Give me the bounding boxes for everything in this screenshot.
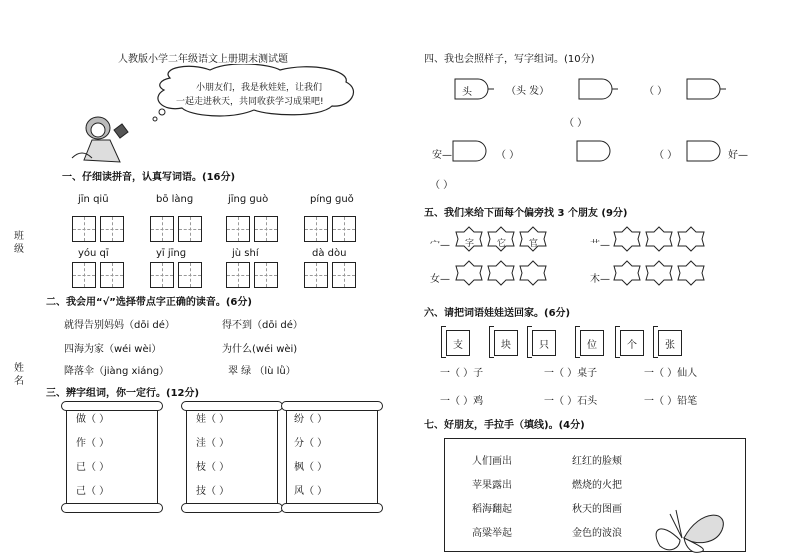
radical-4: 木— <box>590 274 610 285</box>
section-2-title: 二、我会用“√”选择带点字正确的读音。(6分) <box>46 297 252 308</box>
measure-field[interactable]: 一（ ）石头 <box>544 396 598 407</box>
section-4-title: 四、我也会照样子，写字组词。(10分) <box>424 54 595 65</box>
card-label: 个 <box>627 339 637 351</box>
pinyin-6: yī jīnɡ <box>156 248 187 259</box>
word-field[interactable]: 枫（ ） <box>294 462 328 473</box>
card-label: 位 <box>587 339 597 351</box>
reading-item[interactable]: 为什么(wéi wèi) <box>222 344 298 355</box>
measure-field[interactable]: 一（ ）桌子 <box>544 368 598 379</box>
bubble-line-1: 小朋友们，我是秋娃娃，让我们 <box>196 83 323 93</box>
answer-field[interactable]: （ ） <box>564 118 588 129</box>
pinyin-8: dà dòu <box>312 248 347 259</box>
writing-grid[interactable] <box>150 262 202 288</box>
match-right[interactable]: 金色的波浪 <box>572 528 622 539</box>
word-card[interactable] <box>658 330 682 356</box>
hao-prefix: 好— <box>728 150 748 161</box>
writing-grid[interactable] <box>150 216 202 242</box>
reading-item[interactable]: 就得告别妈妈（dōi dé） <box>64 320 175 331</box>
reading-item[interactable]: 翠 绿 （lù lǜ） <box>228 366 296 377</box>
section-3-title: 三、辨字组词，你一定行。(12分) <box>46 388 200 399</box>
star-char: 它 <box>497 239 507 249</box>
word-field[interactable]: 洼（ ） <box>196 438 230 449</box>
card-label: 张 <box>665 339 675 351</box>
writing-grid[interactable] <box>226 216 278 242</box>
an-prefix: 安— <box>432 150 452 161</box>
writing-grid[interactable] <box>72 216 124 242</box>
page-title: 人教版小学二年级语文上册期末测试题 <box>118 54 288 65</box>
section-7-title: 七、好朋友，手拉手（填线)。(4分) <box>424 420 585 431</box>
answer-field[interactable]: （ ） <box>430 180 454 191</box>
radical-1: 宀— <box>430 240 450 251</box>
pinyin-2: bō lànɡ <box>156 194 194 205</box>
word-card[interactable] <box>446 330 470 356</box>
word-field[interactable]: 娃（ ） <box>196 414 230 425</box>
word-field[interactable]: 风（ ） <box>294 486 328 497</box>
reading-item[interactable]: 降落伞（jiàng xiáng） <box>64 366 170 377</box>
measure-field[interactable]: 一（ ）铅笔 <box>644 396 698 407</box>
answer-field[interactable]: （ ） <box>644 86 668 97</box>
match-left[interactable]: 稻海翻起 <box>472 504 512 515</box>
match-left[interactable]: 苹果露出 <box>472 480 512 491</box>
card-label: 只 <box>539 339 549 351</box>
class-label: 班级 <box>14 231 24 255</box>
word-card[interactable] <box>532 330 556 356</box>
word-card[interactable] <box>494 330 518 356</box>
name-label: 姓名 <box>14 363 24 387</box>
word-field[interactable]: 做（ ） <box>76 414 110 425</box>
radical-2: 艹— <box>590 240 610 251</box>
pinyin-5: yóu qī <box>78 248 109 259</box>
reading-item[interactable]: 四海为家（wéi wèi） <box>64 344 162 355</box>
writing-grid[interactable] <box>72 262 124 288</box>
measure-field[interactable]: 一（ ）子 <box>440 368 484 379</box>
section-6-title: 六、请把词语娃娃送回家。(6分) <box>424 308 571 319</box>
char-shape <box>576 140 616 162</box>
match-right[interactable]: 红红的脸颊 <box>572 456 622 467</box>
radical-3: 女— <box>430 274 450 285</box>
example-char: 头 <box>462 87 472 98</box>
match-left[interactable]: 高粱举起 <box>472 528 512 539</box>
match-left[interactable]: 人们画出 <box>472 456 512 467</box>
example-answer: （头 发） <box>506 86 550 97</box>
word-card[interactable] <box>620 330 644 356</box>
autumn-girl-illustration <box>70 110 138 170</box>
butterfly-icon <box>640 500 736 554</box>
writing-grid[interactable] <box>304 262 356 288</box>
star-char: 官 <box>529 239 539 249</box>
word-field[interactable]: 分（ ） <box>294 438 328 449</box>
star-group-2[interactable] <box>612 226 712 288</box>
word-field[interactable]: 已（ ） <box>76 462 110 473</box>
answer-field[interactable]: （ ） <box>496 150 520 161</box>
card-label: 支 <box>453 339 463 351</box>
head-shape <box>454 78 494 100</box>
bubble-line-2: 一起走进秋天，共同收获学习成果吧! <box>176 97 324 107</box>
measure-field[interactable]: 一（ ）鸡 <box>440 396 484 407</box>
match-right[interactable]: 燃烧的火把 <box>572 480 622 491</box>
pinyin-1: jīn qiū <box>78 194 109 205</box>
match-right[interactable]: 秋天的图画 <box>572 504 622 515</box>
char-shape <box>452 140 492 162</box>
card-label: 块 <box>501 339 511 351</box>
word-field[interactable]: 纷（ ） <box>294 414 328 425</box>
section-5-title: 五、我们来给下面每个偏旁找 3 个朋友 (9分) <box>424 208 628 219</box>
pinyin-3: jīnɡ ɡuò <box>228 194 269 205</box>
word-field[interactable]: 作（ ） <box>76 438 110 449</box>
char-shape <box>578 78 618 100</box>
word-card[interactable] <box>580 330 604 356</box>
pinyin-7: jù shí <box>232 248 259 259</box>
writing-grid[interactable] <box>304 216 356 242</box>
word-field[interactable]: 技（ ） <box>196 486 230 497</box>
star-char: 字 <box>465 239 475 249</box>
char-shape <box>686 140 726 162</box>
pinyin-4: pínɡ ɡuǒ <box>310 194 354 205</box>
writing-grid[interactable] <box>226 262 278 288</box>
measure-field[interactable]: 一（ ）仙人 <box>644 368 698 379</box>
section-1-title: 一、仔细读拼音，认真写词语。(16分) <box>62 172 236 183</box>
word-field[interactable]: 己（ ） <box>76 486 110 497</box>
answer-field[interactable]: （ ） <box>654 150 678 161</box>
char-shape <box>686 78 726 100</box>
reading-item[interactable]: 得不到（dōi dé） <box>222 320 303 331</box>
word-field[interactable]: 枝（ ） <box>196 462 230 473</box>
